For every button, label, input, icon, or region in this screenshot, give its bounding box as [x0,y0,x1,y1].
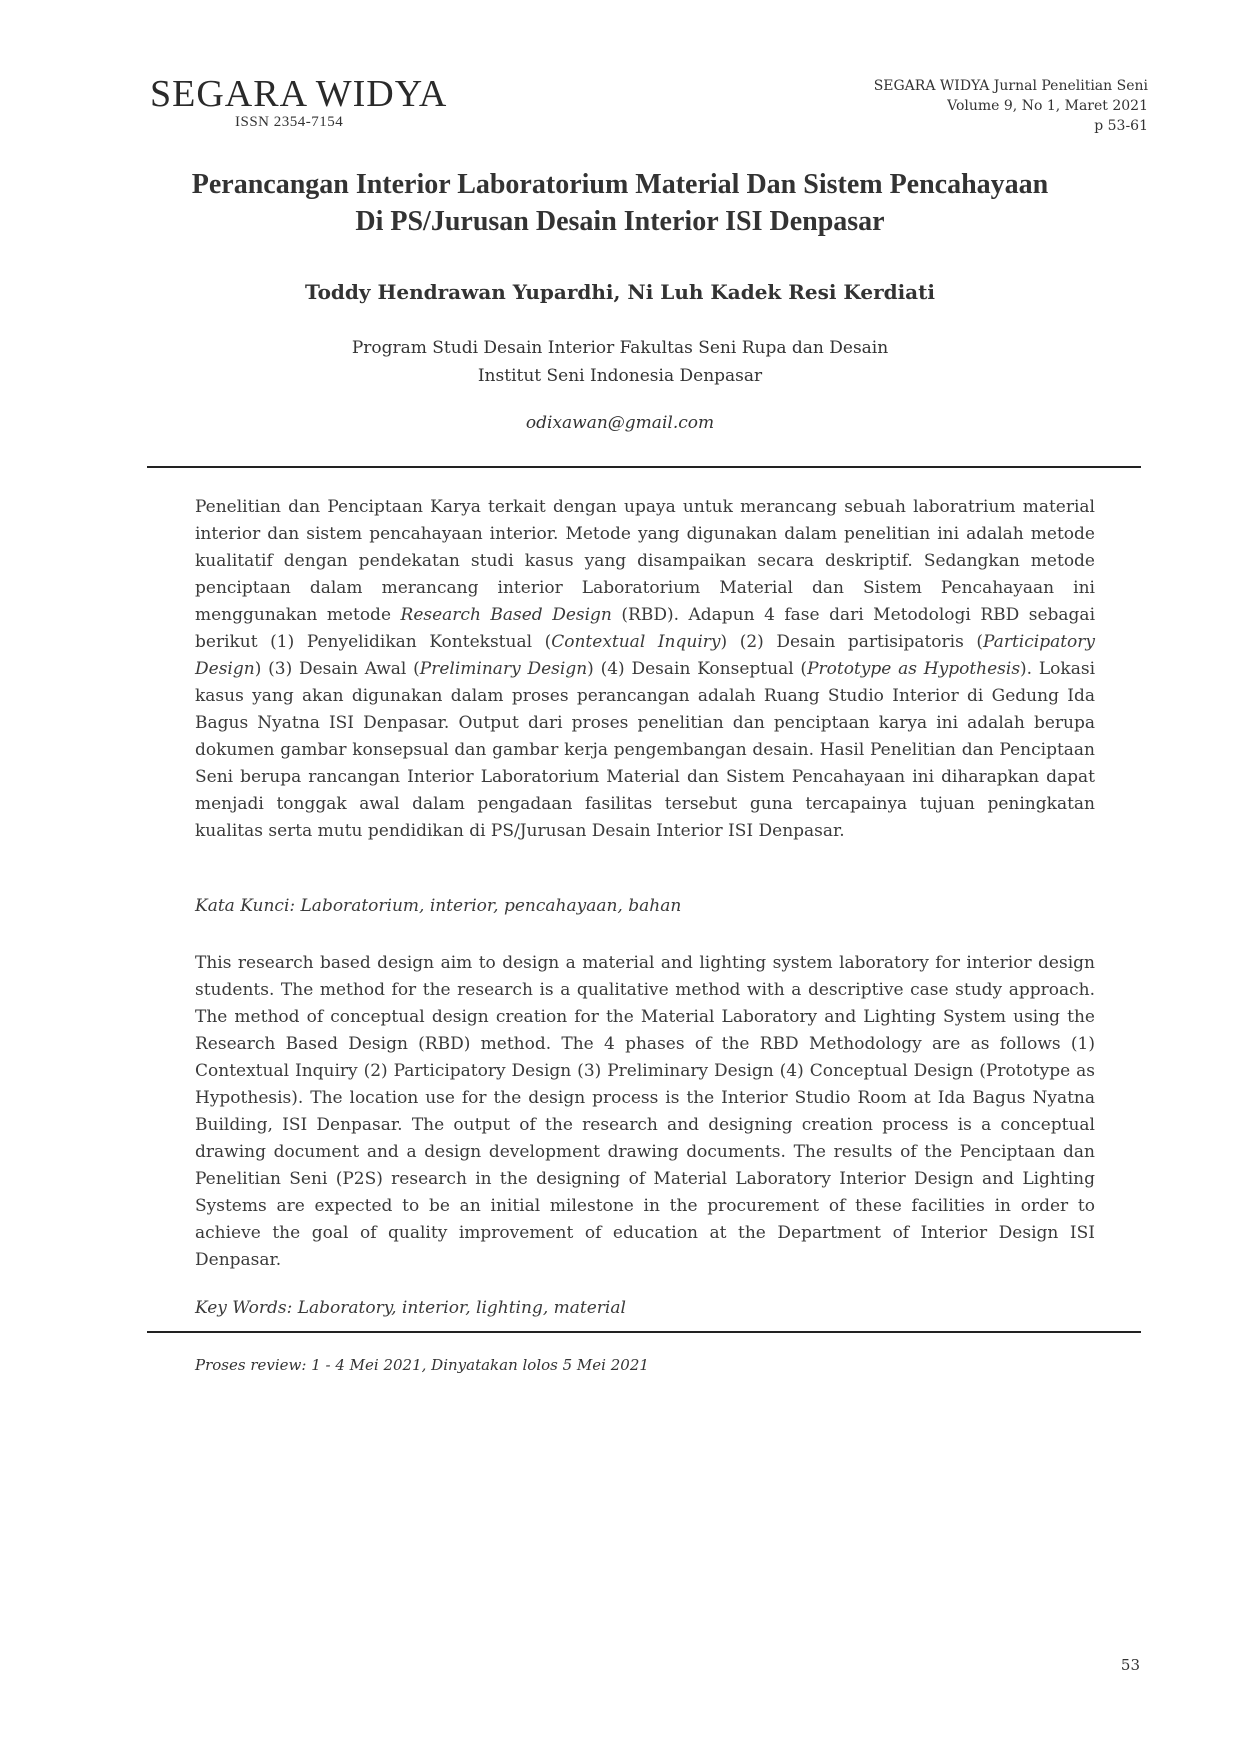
journal-info [874,76,1148,136]
issn: ISSN 2354-7154 [235,114,344,130]
affiliation [130,334,1110,390]
abstract-id-text-3: ) (2) Desain partisipatoris ( [720,632,984,652]
bottom-divider [147,1331,1141,1333]
top-divider [147,466,1141,468]
abstract-id-italic-3: Participatory Design [195,632,1096,679]
affiliation-line-2: Institut Seni Indonesia Denpasar [477,366,763,386]
abstract-id-text-4: ) (3) Desain Awal ( [254,659,420,679]
journal-volume: Volume 9, No 1, Maret 2021 [947,98,1148,114]
abstract-id-text-6: ). Lokasi kasus yang akan digunakan dalam proses perancangan adalah Ruang Studio Interior di Gedung Ida Bagus Nyatna ISI Denpasar. Output dari proses penelitian dan penciptaan karya ini adalah berupa dokumen gambar konsepsual dan gambar kerja pengembangan desain. Hasil Penelitian dan Penciptaan Seni berupa rancangan Interior Laboratorium Material dan Sistem Pencahayaan ini diharapkan dapat menjadi tonggak awal dalam pengadaan fasilitas tersebut guna tercapainya tujuan peningkatan kualitas serta mutu pendidikan di PS/Jurusan Desain Interior ISI Denpasar. [195,659,1096,841]
abstract-id-italic-5: Prototype as Hypothesis [807,659,1021,679]
logo-wordmark: SEGARA WIDYA [150,73,448,115]
paper-title [130,166,1110,240]
journal-logo [150,74,450,134]
abstract-id-italic-2: Contextual Inquiry [551,632,721,652]
journal-pages: p 53-61 [1094,118,1148,134]
keywords-indonesian: Kata Kunci: Laboratorium, interior, pencahayaan, bahan [195,896,682,916]
journal-name: SEGARA WIDYA Jurnal Penelitian Seni [873,78,1148,94]
affiliation-line-1: Program Studi Desain Interior Fakultas Seni Rupa dan Desain [351,338,889,358]
abstract-english: This research based design aim to design a material and lighting system laboratory for interior design students. The method for the research is a qualitative method with a descriptive case study approach. The method of conceptual design creation for the Material Laboratory and Lighting System using the Research Based Design (RBD) method. The 4 phases of the RBD Methodology are as follows (1) Contextual Inquiry (2) Participatory Design (3) Preliminary Design (4) Conceptual Design (Prototype as Hypothesis). The location use for the design process is the Interior Studio Room at Ida Bagus Nyatna Building, ISI Denpasar. The output of the research and designing creation process is a conceptual drawing document and a design development drawing documents. The results of the Penciptaan dan Penelitian Seni (P2S) research in the designing of Material Laboratory Interior Design and Lighting Systems are expected to be an initial milestone in the procurement of these facilities in order to achieve the goal of quality improvement of education at the Department of Interior Design ISI Denpasar. [195,953,1095,1270]
abstract-id-italic-1: Research Based Design [400,605,612,625]
page-number: 53 [1120,1656,1140,1674]
abstract-id-text-1: Penelitian dan Penciptaan Karya terkait dengan upaya untuk merancang sebuah laboratrium material interior dan sistem pencahayaan interior. Metode yang digunakan dalam penelitian ini adalah metode kualitatif dengan pendekatan studi kasus yang disampaikan secara deskriptif. Sedangkan metode penciptaan dalam merancang interior Laboratorium Material dan Sistem Pencahayaan ini menggunakan metode [195,497,1095,625]
abstract-id-italic-4: Preliminary Design [419,659,588,679]
keywords-english: Key Words: Laboratory, interior, lighting, material [195,1298,626,1318]
abstract-indonesian [195,494,1095,845]
authors: Toddy Hendrawan Yupardhi, Ni Luh Kadek Resi Kerdiati [305,280,935,304]
title-line-2: Di PS/Jurusan Desain Interior ISI Denpasar [355,206,885,237]
author-email: odixawan@gmail.com [525,413,715,433]
abstract-id-text-2: (RBD). Adapun 4 fase dari Metodologi RBD sebagai berikut (1) Penyelidikan Kontekstual ( [195,605,1096,652]
title-line-1: Perancangan Interior Laboratorium Material Dan Sistem Pencahayaan [191,169,1049,200]
abstract-id-text-5: ) (4) Desain Konseptual ( [587,659,808,679]
review-note: Proses review: 1 - 4 Mei 2021, Dinyatakan lolos 5 Mei 2021 [195,1356,649,1374]
